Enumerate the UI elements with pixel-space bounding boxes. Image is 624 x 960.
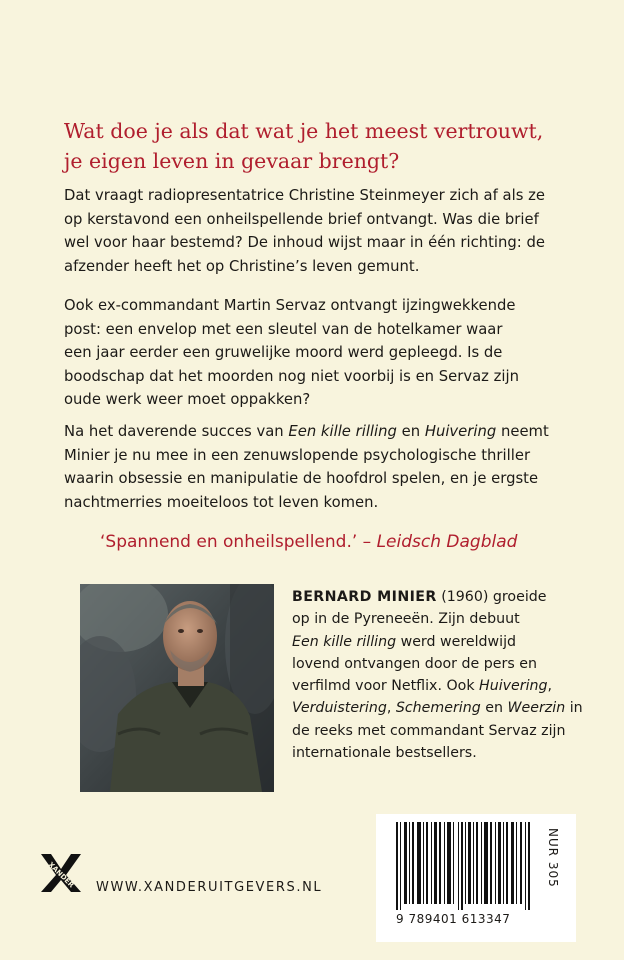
text: verfilmd voor Netflix. Ook [292,678,480,695]
text: Na het daverende succes van [64,423,289,440]
headline-line-2: je eigen leven in gevaar brengt? [64,149,400,173]
publisher-url[interactable]: WWW.XANDERUITGEVERS.NL [96,880,323,895]
bio-line [292,697,612,719]
bio-line: op in de Pyreneeën. Zijn debuut [292,611,520,628]
text: in [565,700,583,717]
text: werd wereldwijd [396,633,517,650]
author-name: BERNARD MINIER [292,589,437,605]
book-title-huivering: Huivering [424,423,497,440]
book-title-een-kille-rilling: Een kille rilling [288,423,397,440]
bio-line [292,631,612,653]
barcode-bars-icon [396,822,531,910]
bio-line: lovend ontvangen door de pers en [292,655,537,672]
text: neemt [496,423,549,440]
paragraph-1-line: Dat vraagt radiopresentatrice Christine Steinmeyer zich af als ze [64,187,545,204]
paragraph-3-line [64,420,584,444]
quote-text: ‘Spannend en onheilspellend.’ – [100,532,377,552]
headline [64,116,604,176]
paragraph-1-line: op kerstavond een onheilspellende brief ontvangt. Was die brief [64,210,539,228]
paragraph-3-line: nachtmerries moeiteloos tot leven komen. [64,493,379,511]
logo-text: XANDER [46,860,76,890]
headline-line-1: Wat doe je als dat wat je het meest vertrouwt, [64,119,544,143]
paragraph-1-line: wel voor haar bestemd? De inhoud wijst maar in één richting: de [64,234,545,251]
isbn-number: 9 789401 613347 [396,912,511,926]
paragraph-3 [64,420,584,514]
book-title: Een kille rilling [292,633,397,650]
paragraph-2-line: een jaar eerder een gruwelijke moord werd gepleegd. Is de [64,344,503,361]
paragraph-1 [64,184,584,278]
bio-line: internationale bestsellers. [292,745,477,762]
author-bio [292,586,612,764]
paragraph-1-line: afzender heeft het op Christine’s leven gemunt. [64,257,420,275]
paragraph-3-line: waarin obsessie en manipulatie de hoofdrol spelen, en je ergste [64,470,539,487]
nur-code: NUR 305 [546,828,560,888]
book-title: Weerzin [507,700,566,717]
bio-line: de reeks met commandant Servaz zijn [292,722,566,739]
press-quote [100,532,600,552]
paragraph-2-line: Ook ex-commandant Martin Servaz ontvangt ijzingwekkende [64,297,516,314]
book-title: Schemering [395,700,481,717]
text: en [396,423,425,440]
paragraph-2-line: boodschap dat het moorden nog niet voorbij is en Servaz zijn [64,367,519,385]
paragraph-2 [64,294,584,412]
quote-source: Leidsch Dagblad [376,532,518,552]
paragraph-2-line: oude werk weer moet oppakken? [64,391,311,408]
book-title: Verduistering [292,700,387,717]
text: en [480,700,508,717]
paragraph-3-line: Minier je nu mee in een zenuwslopende psychologische thriller [64,446,531,464]
bio-line [292,586,612,608]
xander-logo-icon [38,852,84,894]
paragraph-2-line: post: een envelop met een sleutel van de hotelkamer waar [64,320,503,338]
bio-line [292,675,612,697]
author-photo [80,584,274,792]
text: , [547,678,553,695]
text: , [386,700,396,717]
barcode [376,814,576,942]
author-portrait-image [80,584,274,792]
book-title: Huivering [479,678,548,695]
text: (1960) groeide [436,589,547,605]
